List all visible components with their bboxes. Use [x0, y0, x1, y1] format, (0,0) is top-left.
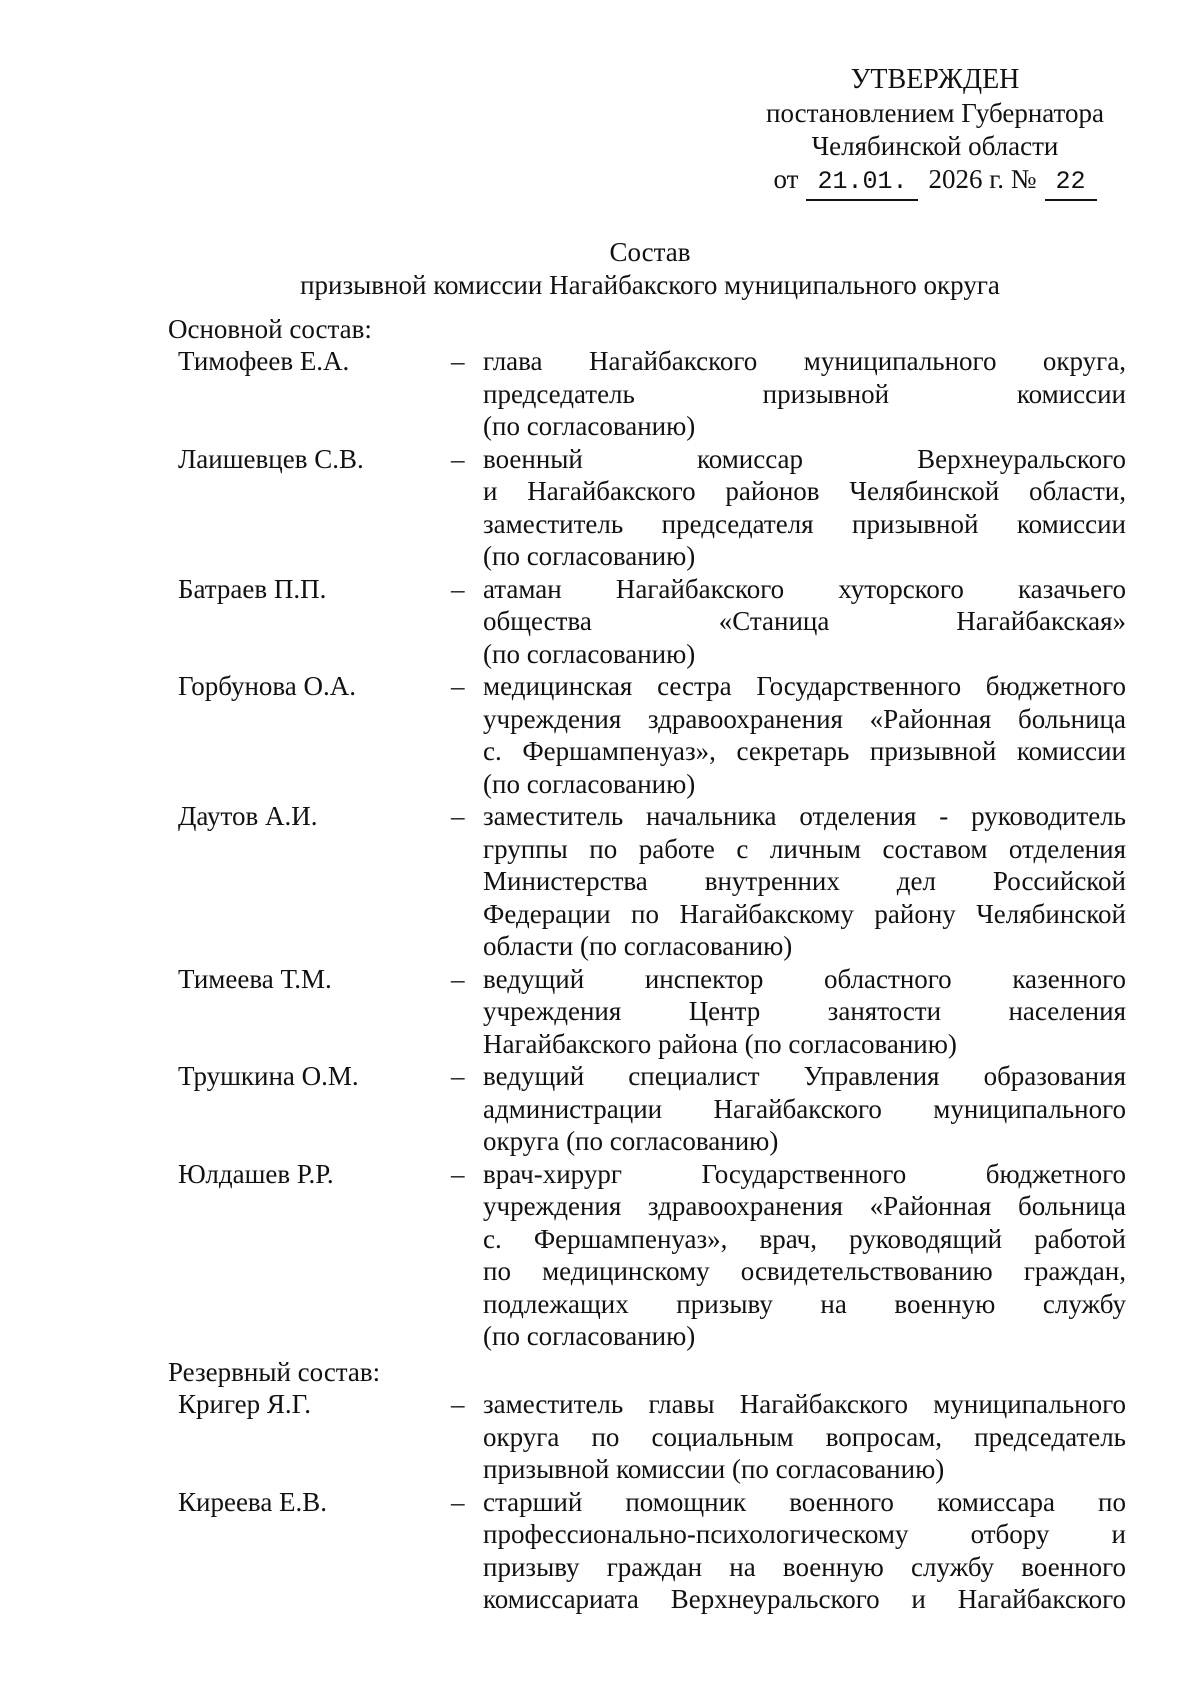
position-line: с. Фершампенуаз», секретарь призывной комиссии	[483, 736, 1126, 766]
position-line: медицинская сестра Государственного бюджетного	[483, 671, 1126, 701]
member-name: Лаишевцев С.В.	[178, 443, 364, 474]
position-line: области (по согласованию)	[483, 931, 793, 961]
member-list	[168, 1388, 1128, 1616]
member-name: Батраев П.П.	[178, 573, 327, 604]
position-line: округа по социальным вопросам, председатель	[483, 1421, 1126, 1452]
position-line: глава Нагайбакского муниципального округа,	[483, 346, 1126, 376]
member-dash: –	[451, 346, 465, 376]
position-line: учреждения здравоохранения «Районная больница	[483, 703, 1126, 734]
member-position	[483, 573, 1126, 671]
member-position	[483, 800, 1126, 963]
member-name: Тимеева Т.М.	[178, 963, 332, 994]
position-line: Министерства внутренних дел Российской	[483, 866, 1126, 896]
position-line: военный комиссар Верхнеуральского	[483, 443, 1126, 474]
position-line: заместитель председателя призывной комиссии	[483, 508, 1126, 539]
member-dash: –	[451, 963, 465, 994]
member-position	[483, 345, 1126, 443]
approval-stamp	[735, 63, 1135, 201]
position-line: и Нагайбакского районов Челябинской области,	[483, 476, 1126, 506]
member-entry	[168, 1388, 1128, 1486]
position-line: подлежащих призыву на военную службу	[483, 1288, 1126, 1319]
member-name: Трушкина О.М.	[178, 1061, 359, 1091]
position-line: заместитель начальника отделения - руководитель	[483, 801, 1126, 831]
position-line: призыву граждан на военную службу военного	[483, 1551, 1126, 1582]
position-line: учреждения Центр занятости населения	[483, 996, 1126, 1026]
position-line: (по согласованию)	[483, 411, 696, 441]
position-line: (по согласованию)	[483, 1321, 696, 1351]
position-line: призывной комиссии (по согласованию)	[483, 1454, 945, 1484]
member-entry	[168, 573, 1128, 671]
position-line: по медицинскому освидетельствованию граждан,	[483, 1256, 1126, 1286]
member-dash: –	[451, 1486, 465, 1517]
position-line: с. Фершампенуаз», врач, руководящий работой	[483, 1223, 1126, 1254]
section-heading: Резервный состав:	[168, 1357, 381, 1387]
approval-date: 21.01.	[806, 166, 918, 201]
title-line-1: Состав	[609, 237, 691, 267]
member-position	[483, 1060, 1126, 1158]
member-entry	[168, 800, 1128, 963]
position-line: старший помощник военного комиссара по	[483, 1486, 1126, 1517]
position-line: (по согласованию)	[483, 541, 696, 571]
position-line: Нагайбакского района (по согласованию)	[483, 1028, 957, 1059]
member-name: Горбунова О.А.	[178, 671, 357, 701]
position-line: администрации Нагайбакского муниципального	[483, 1093, 1126, 1124]
document-title	[0, 236, 1200, 301]
member-position	[483, 1486, 1126, 1616]
member-entry	[168, 1486, 1128, 1616]
position-line: профессионально-психологическому отбору и	[483, 1519, 1126, 1549]
member-entry	[168, 1158, 1128, 1353]
member-dash: –	[451, 573, 465, 604]
position-line: (по согласованию)	[483, 638, 696, 669]
approval-region: Челябинской области	[811, 130, 1059, 161]
member-name: Тимофеев Е.А.	[178, 346, 350, 376]
position-line: учреждения здравоохранения «Районная больница	[483, 1191, 1126, 1221]
position-line: ведущий специалист Управления образования	[483, 1061, 1126, 1091]
position-line: группы по работе с личным составом отделения	[483, 833, 1126, 864]
position-line: атаман Нагайбакского хуторского казачьего	[483, 573, 1126, 604]
member-position	[483, 670, 1126, 800]
approval-authority: постановлением Губернатора	[766, 98, 1104, 128]
member-position	[483, 963, 1126, 1061]
approval-year: 2026 г. №	[928, 164, 1037, 194]
approval-from-prefix: от	[773, 164, 799, 194]
position-line: ведущий инспектор областного казенного	[483, 963, 1126, 994]
position-line: врач-хирург Государственного бюджетного	[483, 1158, 1126, 1189]
position-line: округа (по согласованию)	[483, 1126, 779, 1156]
main-composition	[168, 313, 1126, 1351]
member-entry	[168, 963, 1128, 1061]
position-line: председатель призывной комиссии	[483, 378, 1126, 409]
section-heading: Основной состав:	[168, 314, 372, 344]
member-entry	[168, 1060, 1128, 1158]
approval-number: 22	[1045, 166, 1097, 201]
member-position	[483, 443, 1126, 573]
position-line: заместитель главы Нагайбакского муниципального	[483, 1389, 1126, 1419]
member-dash: –	[451, 801, 465, 831]
title-line-2: призывной комиссии Нагайбакского муниципального округа	[300, 269, 1000, 300]
member-dash: –	[451, 671, 465, 701]
member-dash: –	[451, 1389, 465, 1419]
position-line: (по согласованию)	[483, 768, 696, 799]
member-list	[168, 345, 1128, 1353]
reserve-composition	[168, 1356, 1126, 1614]
member-dash: –	[451, 1158, 465, 1189]
member-name: Даутов А.И.	[178, 801, 318, 831]
member-position	[483, 1388, 1126, 1486]
position-line: Федерации по Нагайбакскому району Челябинской	[483, 898, 1126, 929]
member-entry	[168, 345, 1128, 443]
position-line: общества «Станица Нагайбакская»	[483, 606, 1126, 636]
member-name: Кригер Я.Г.	[178, 1389, 311, 1419]
position-line: комиссариата Верхнеуральского и Нагайбакского	[483, 1584, 1126, 1614]
member-dash: –	[451, 1061, 465, 1091]
approval-date-number	[735, 163, 1135, 201]
member-entry	[168, 443, 1128, 573]
member-name: Киреева Е.В.	[178, 1486, 328, 1517]
member-entry	[168, 670, 1128, 800]
member-position	[483, 1158, 1126, 1353]
member-dash: –	[451, 443, 465, 474]
approval-status: УТВЕРЖДЕН	[850, 64, 1020, 95]
member-name: Юлдашев Р.Р.	[178, 1158, 334, 1189]
